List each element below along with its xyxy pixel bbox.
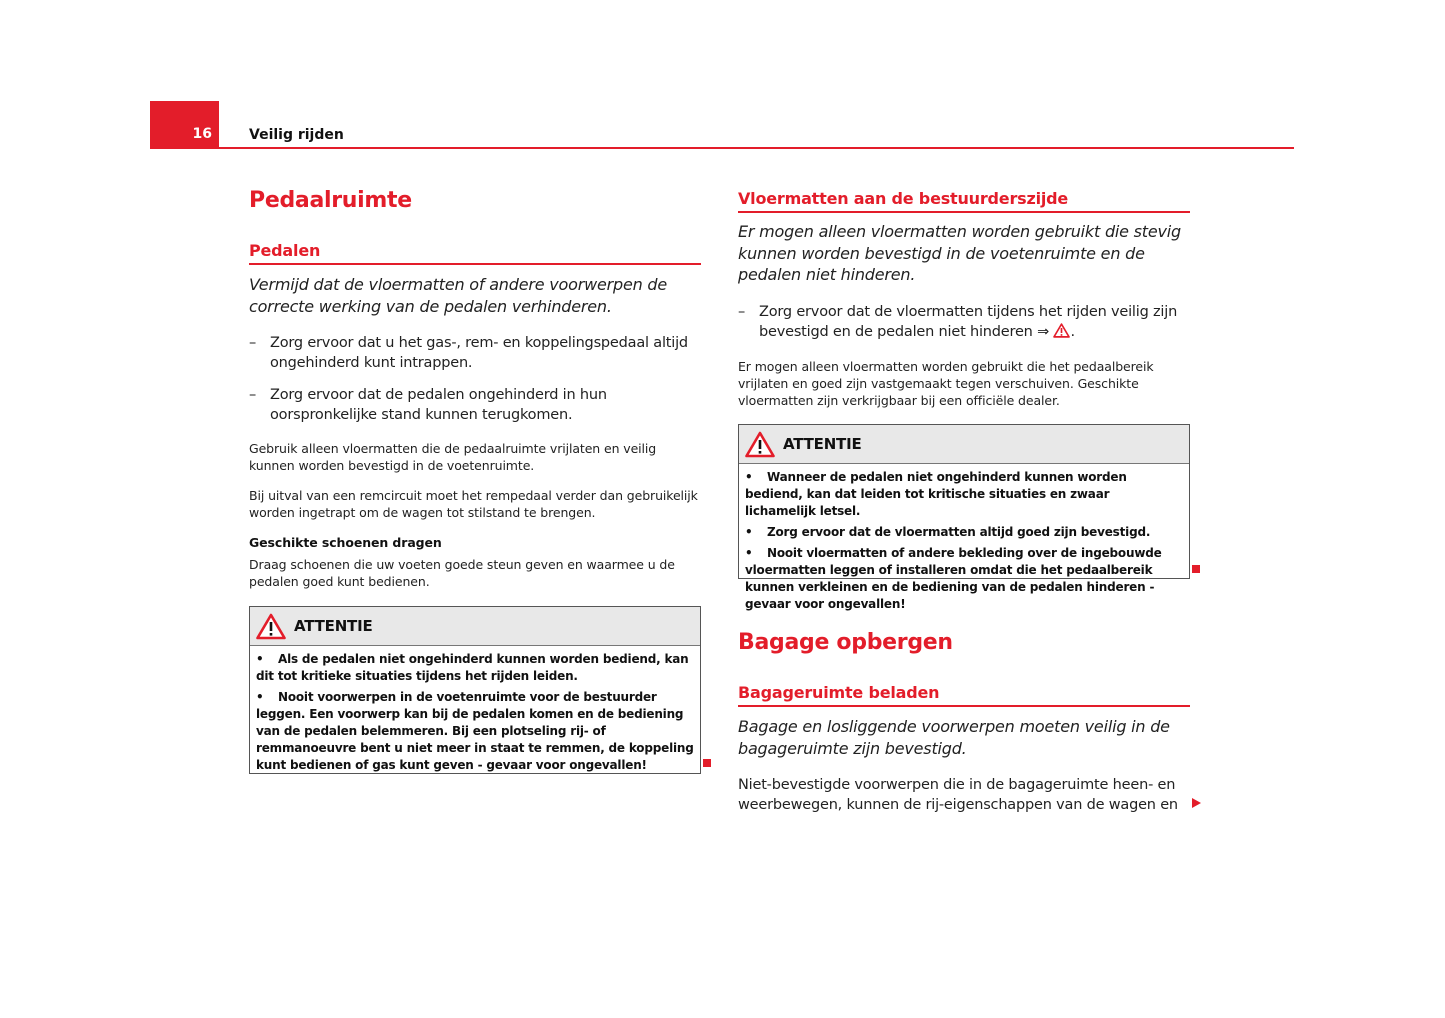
shoes-text: Draag schoenen die uw voeten goede steun geven en waarmee u de pedalen goed kunt bedienen.: [249, 557, 675, 589]
subsection-title: Vloermatten aan de bestuurderszijde: [738, 189, 1190, 213]
dash-marker: –: [738, 304, 746, 320]
warning-item: [745, 545, 1183, 613]
dash-item-text: Zorg ervoor dat u het gas-, rem- en koppelingspedaal altijd ongehinderd kunt intrappen.: [270, 335, 688, 371]
section-title: Bagage opbergen: [738, 630, 953, 655]
warning-item-text: Nooit voorwerpen in de voetenruimte voor de bestuurder leggen. Een voorwerp kan bij de pedalen komen en de bediening van de pedalen belemmeren. Bij een plotseling rij- of remmanoeuvre bent u niet meer in staat te remmen, de koppeling kunt bedienen of gas kunt geven - gevaar voor ongevallen!: [256, 690, 694, 772]
subsection-title: Bagageruimte beladen: [738, 683, 1190, 707]
bullet: •: [256, 652, 264, 666]
warning-item-text: Nooit vloermatten of andere bekleding over de ingebouwde vloermatten leggen of installeren omdat die het pedaalbereik kunnen verkleinen en de bediening van de pedalen hinderen - gevaar voor ongevallen!: [745, 546, 1162, 611]
continue-arrow-icon: [1192, 798, 1201, 808]
body-text: Niet-bevestigde voorwerpen die in de bagageruimte heen- en weerbewegen, kunnen de rij-eigenschappen van de wagen en: [738, 777, 1178, 813]
warning-item: [256, 689, 694, 774]
paragraph: Gebruik alleen vloermatten die de pedaalruimte vrijlaten en veilig kunnen worden bevestigd in de voetenruimte.: [249, 441, 657, 473]
header-rule: [150, 147, 1294, 149]
dash-list: [249, 333, 701, 425]
dash-marker: –: [249, 387, 257, 403]
warning-box: [249, 606, 701, 774]
warning-item: [745, 469, 1183, 520]
subsection-pedalen: [249, 241, 701, 265]
warning-item: [256, 651, 694, 685]
warning-triangle-icon[interactable]: [1053, 323, 1070, 338]
dash-item: [249, 333, 701, 373]
warning-triangle-icon: [745, 431, 775, 458]
dash-item-text: Zorg ervoor dat de vloermatten tijdens het rijden veilig zijn bevestigd en de pedalen niet hinderen: [759, 304, 1178, 340]
cross-reference-arrow[interactable]: ⇒: [1037, 324, 1050, 340]
dash-item-text: Zorg ervoor dat de pedalen ongehinderd in hun oorspronkelijke stand kunnen terugkomen.: [270, 387, 607, 423]
subsection-bagageruimte: [738, 683, 1190, 707]
dash-marker: –: [249, 335, 257, 351]
warning-body: [250, 646, 700, 780]
subsection-vloermatten: [738, 189, 1190, 213]
warning-item: [745, 524, 1183, 541]
bullet: •: [256, 690, 264, 704]
warning-header: [739, 425, 1189, 464]
warning-header: [250, 607, 700, 646]
intro-text: Er mogen alleen vloermatten worden gebruikt die stevig kunnen worden bevestigd in de voetenruimte en de pedalen niet hinderen.: [738, 222, 1181, 284]
shoes-heading: Geschikte schoenen dragen: [249, 535, 442, 550]
warning-title: ATTENTIE: [783, 435, 862, 453]
dash-item: [249, 385, 701, 425]
section-title: Pedaalruimte: [249, 188, 412, 213]
subsection-title: Pedalen: [249, 241, 701, 265]
end-of-section-marker: [1192, 565, 1200, 573]
section-bagage: [738, 630, 1190, 655]
warning-title: ATTENTIE: [294, 617, 373, 635]
intro-text: Bagage en losliggende voorwerpen moeten veilig in de bagageruimte zijn bevestigd.: [738, 717, 1170, 758]
warning-item-text: Wanneer de pedalen niet ongehinderd kunnen worden bediend, kan dat leiden tot kritische situaties en zwaar lichamelijk letsel.: [745, 470, 1127, 518]
warning-body: [739, 464, 1189, 619]
page-number: 16: [192, 126, 212, 142]
left-column: [249, 188, 701, 213]
bullet: •: [745, 546, 753, 560]
running-title: Veilig rijden: [249, 127, 344, 143]
warning-item-text: Zorg ervoor dat de vloermatten altijd goed zijn bevestigd.: [767, 525, 1151, 539]
warning-item-text: Als de pedalen niet ongehinderd kunnen worden bediend, kan dit tot kritieke situaties tijdens het rijden leiden.: [256, 652, 689, 683]
warning-box: [738, 424, 1190, 611]
end-of-section-marker: [703, 759, 711, 767]
paragraph: Bij uitval van een remcircuit moet het rempedaal verder dan gebruikelijk worden ingetrapt om de wagen tot stilstand te brengen.: [249, 488, 698, 520]
intro-text: Vermijd dat de vloermatten of andere voorwerpen de correcte werking van de pedalen verhinderen.: [249, 275, 668, 316]
dash-item: [738, 302, 1190, 342]
paragraph: Er mogen alleen vloermatten worden gebruikt die het pedaalbereik vrijlaten en goed zijn vastgemaakt tegen verschuiven. Geschikte vloermatten zijn verkrijgbaar bij een officiële dealer.: [738, 359, 1154, 408]
warning-triangle-icon: [256, 613, 286, 640]
dash-list: [738, 302, 1190, 342]
dash-item-end: .: [1070, 324, 1075, 340]
bullet: •: [745, 525, 753, 539]
bullet: •: [745, 470, 753, 484]
